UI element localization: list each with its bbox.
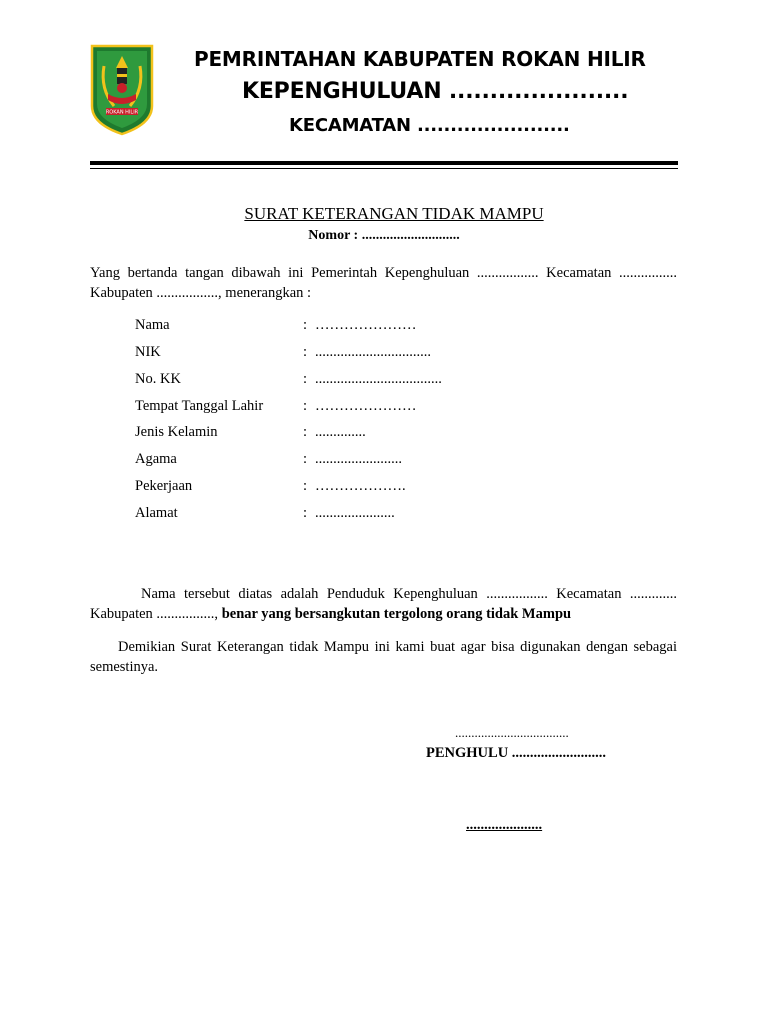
letter-title (0, 204, 768, 224)
statement-line-2-prefix: Kabupaten ................, (90, 606, 222, 622)
field-value: ................................ (315, 344, 431, 360)
field-value: ................................... (315, 371, 442, 387)
field-label: Nama (135, 317, 170, 333)
intro-line-1: Yang bertanda tangan dibawah ini Pemerintah Kepenghuluan ................. Kecamatan ................ (90, 265, 677, 281)
field-colon: : (303, 478, 308, 494)
letter-number (0, 228, 768, 244)
letterhead-divider-thick (90, 161, 678, 165)
intro-line-2: Kabupaten ................., menerangkan : (90, 285, 312, 301)
svg-text:ROKAN HILIR: ROKAN HILIR (105, 109, 139, 116)
field-label: NIK (135, 344, 161, 360)
field-value: ………………… (315, 317, 417, 333)
field-label: Alamat (135, 505, 178, 521)
field-value: ………………… (315, 398, 417, 414)
statement-line-1: Nama tersebut diatas adalah Penduduk Kepenghuluan ................. Kecamatan ............. (141, 586, 677, 602)
field-label: Tempat Tanggal Lahir (135, 398, 264, 414)
field-label: Jenis Kelamin (135, 424, 218, 440)
field-label: No. KK (135, 371, 181, 387)
field-value: ........................ (315, 451, 402, 467)
field-colon: : (303, 371, 308, 387)
field-value: ...................... (315, 505, 395, 521)
regency-emblem-logo (90, 44, 154, 136)
field-row-no-kk (0, 371, 768, 393)
field-row-birth (0, 398, 768, 420)
field-colon: : (303, 398, 308, 414)
closing-paragraph (90, 637, 677, 677)
field-row-address (0, 505, 768, 527)
letterhead-government: PEMRINTAHAN KABUPATEN ROKAN HILIR (194, 47, 646, 71)
letterhead-divider-thin (90, 168, 678, 169)
statement-paragraph (90, 584, 677, 624)
field-colon: : (303, 424, 308, 440)
field-colon: : (303, 451, 308, 467)
signature-title: PENGHULU .......................... (426, 745, 607, 761)
signature-place-date: ................................... (455, 725, 569, 740)
letter-title-text: SURAT KETERANGAN TIDAK MAMPU (244, 204, 544, 223)
intro-paragraph (90, 263, 677, 303)
field-row-nik (0, 344, 768, 366)
field-row-nama (0, 317, 768, 339)
closing-line-2: semestinya. (90, 659, 159, 675)
field-row-occupation (0, 478, 768, 500)
letter-number-text: Nomor : ............................ (308, 228, 460, 243)
statement-conclusion: benar yang bersangkutan tergolong orang tidak Mampu (221, 606, 572, 622)
signature-name: ..................... (466, 817, 543, 833)
closing-line-1: Demikian Surat Keterangan tidak Mampu ini kami buat agar bisa digunakan dengan sebagai (118, 639, 677, 655)
field-colon: : (303, 505, 308, 521)
field-label: Pekerjaan (135, 478, 193, 494)
emblem-icon (90, 44, 154, 136)
field-value: .............. (315, 424, 366, 440)
letterhead-district: KECAMATAN ....................... (289, 115, 570, 136)
field-value: ………………. (315, 478, 406, 494)
field-label: Agama (135, 451, 177, 467)
field-colon: : (303, 317, 308, 333)
field-row-gender (0, 424, 768, 446)
field-colon: : (303, 344, 308, 360)
letterhead-village: KEPENGHULUAN ...................... (242, 79, 629, 104)
field-row-religion (0, 451, 768, 473)
